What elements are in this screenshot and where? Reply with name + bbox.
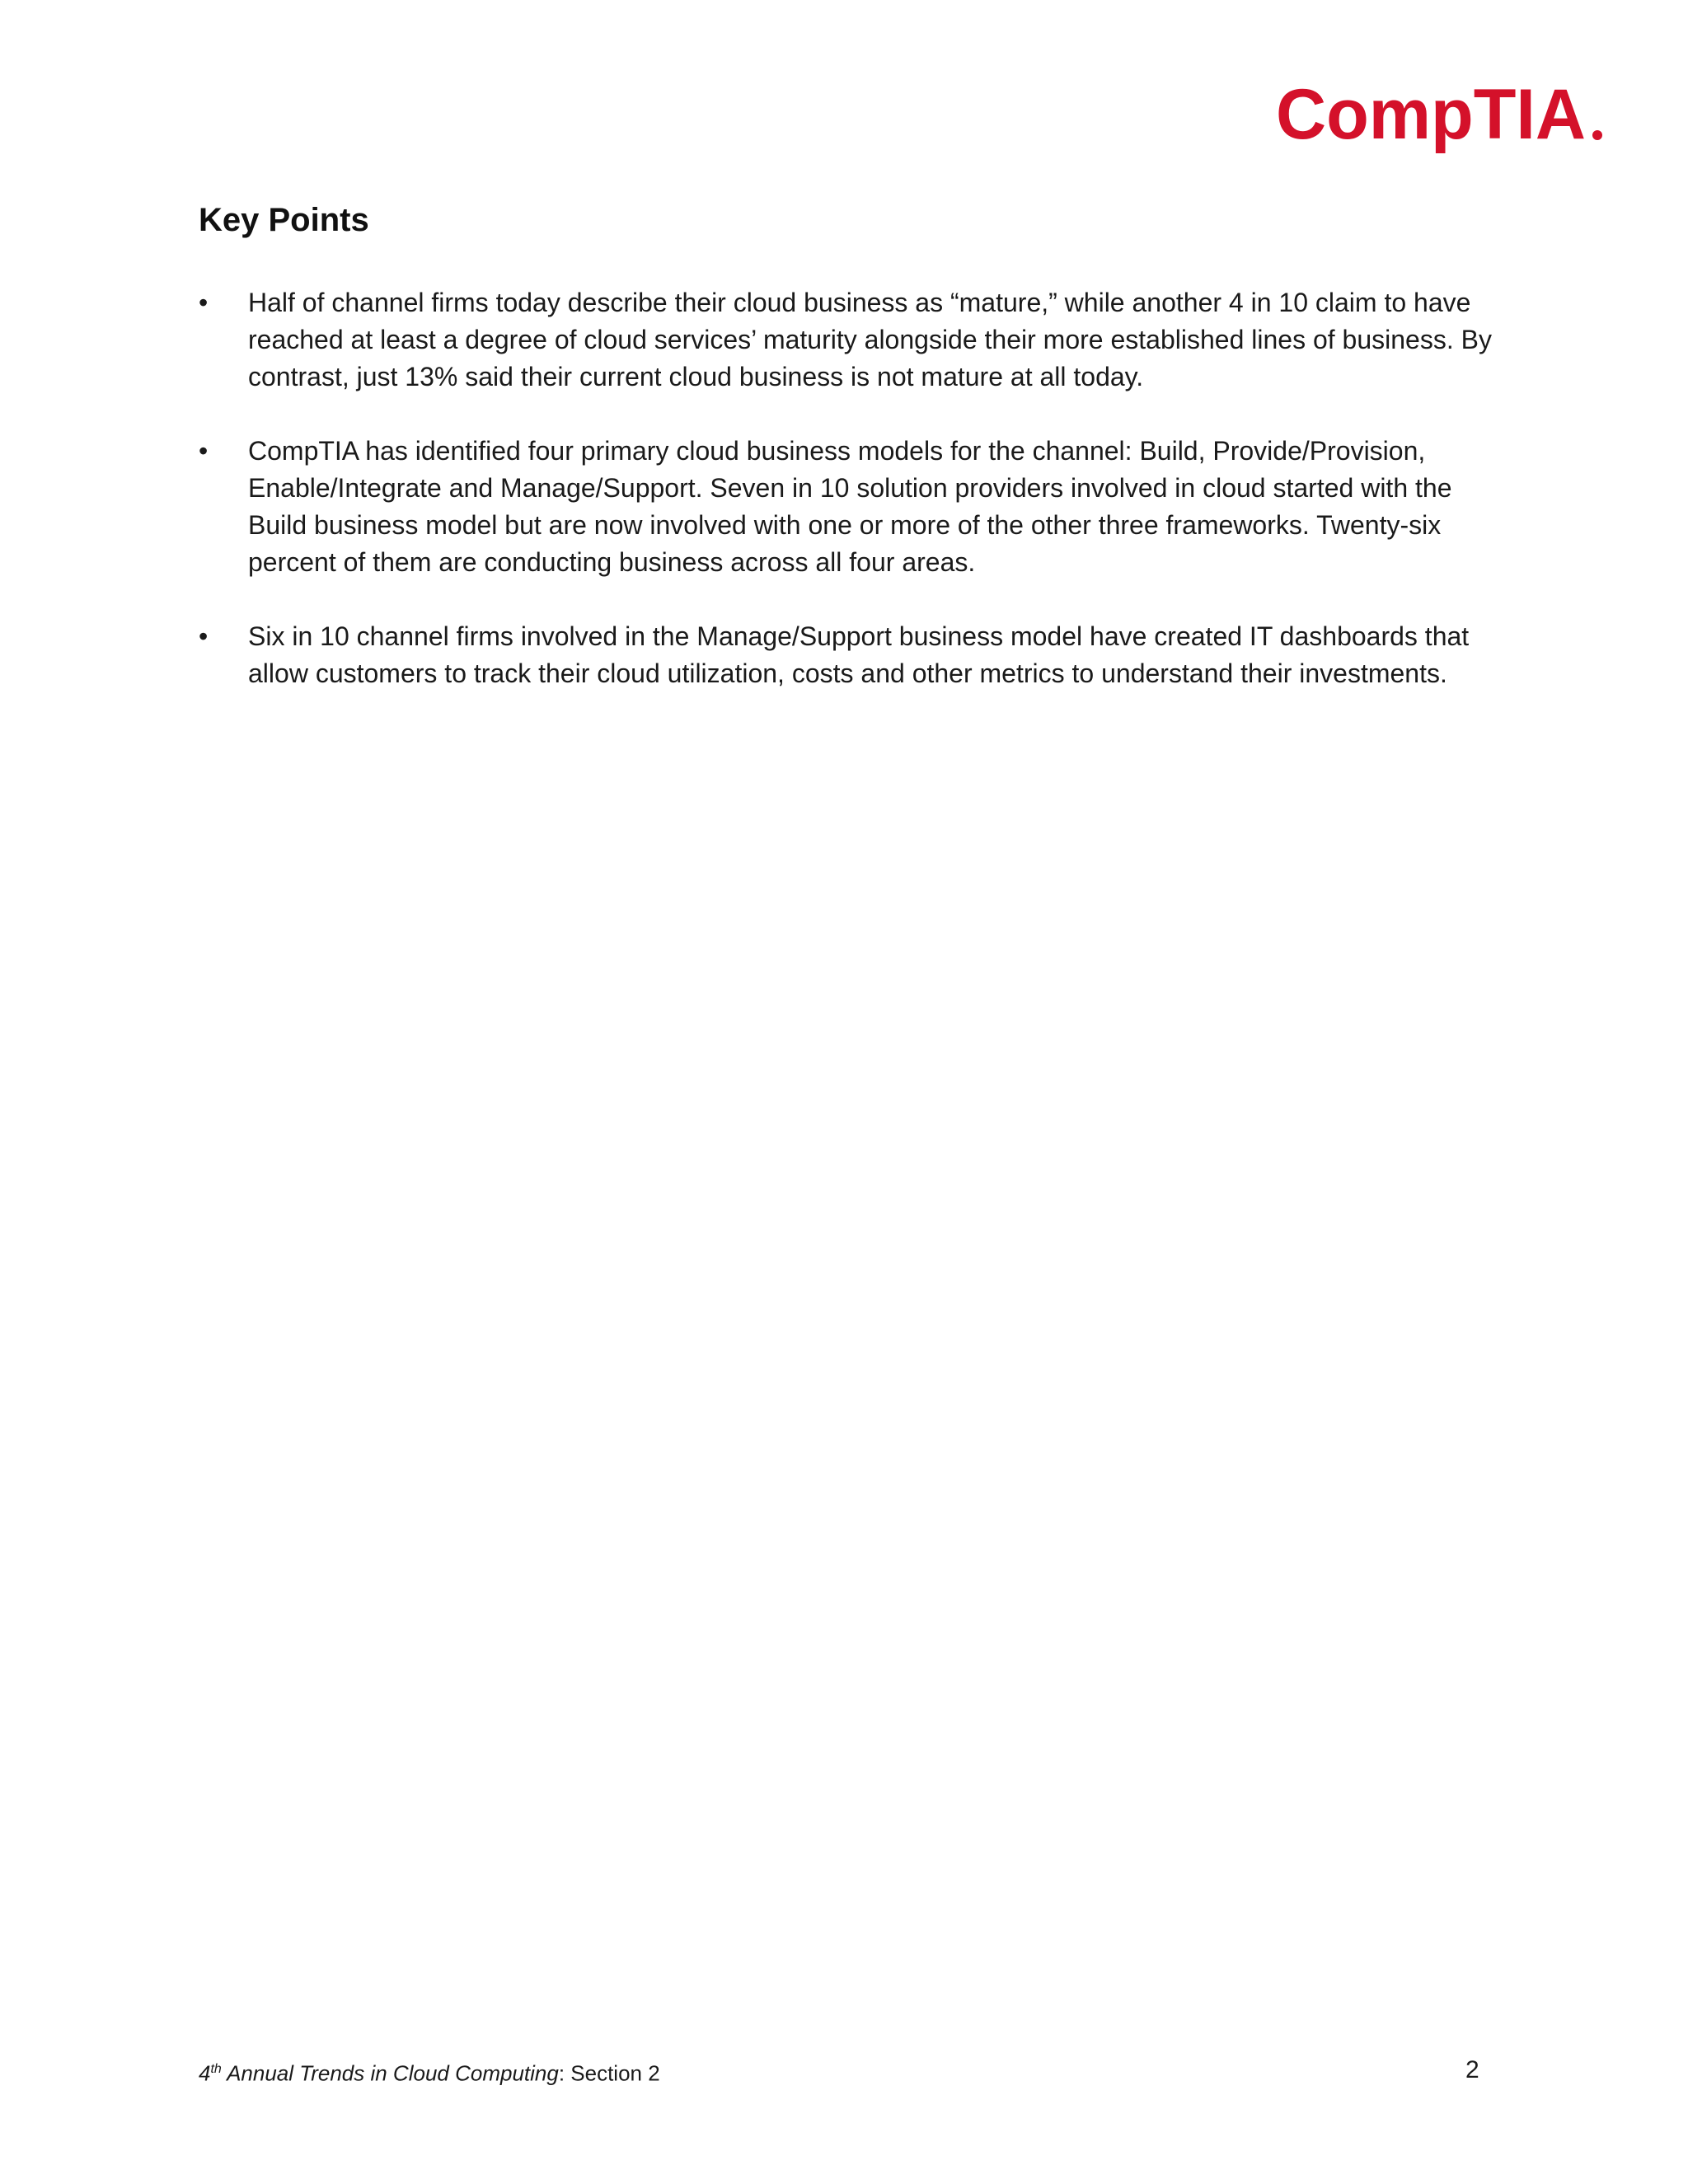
list-item bbox=[199, 433, 1501, 581]
bullet-icon: • bbox=[199, 436, 209, 466]
page-title: Key Points bbox=[199, 202, 369, 238]
footer-edition-suffix: th bbox=[210, 2062, 222, 2076]
footer-report-title bbox=[199, 2055, 660, 2088]
bullet-text: CompTIA has identified four primary cloud business models for the channel: Build, Provide/Provision, Enable/Integrate and Manage/Support. Seven in 10 solution providers involved in cloud started with the Build business model but are now involved with one or more of the other three frameworks. Twenty-six percent of them are conducting business across all four areas. bbox=[248, 436, 1452, 577]
list-item bbox=[199, 284, 1501, 396]
footer-edition-number: 4 bbox=[199, 2060, 211, 2086]
bullet-text: Six in 10 channel firms involved in the Manage/Support business model have created IT dashboards that allow customers to track their cloud utilization, costs and other metrics to understand their investments. bbox=[248, 621, 1470, 688]
footer-section-label: : Section 2 bbox=[558, 2060, 660, 2086]
bullet-icon: • bbox=[199, 288, 209, 317]
comptia-logo bbox=[1276, 79, 1606, 162]
footer-title-text: Annual Trends in Cloud Computing bbox=[221, 2060, 559, 2086]
list-item bbox=[199, 618, 1501, 692]
bullet-text: Half of channel firms today describe their cloud business as “mature,” while another 4 in 10 claim to have reached at least a degree of cloud services’ maturity alongside their more established lines of business. By contrast, just 13% said their current cloud business is not mature at all today. bbox=[248, 288, 1492, 391]
bullet-icon: • bbox=[199, 621, 209, 651]
logo-wordmark: CompTIA bbox=[1276, 79, 1586, 154]
page-number: 2 bbox=[1465, 2056, 1479, 2083]
key-points-list bbox=[199, 284, 1501, 729]
